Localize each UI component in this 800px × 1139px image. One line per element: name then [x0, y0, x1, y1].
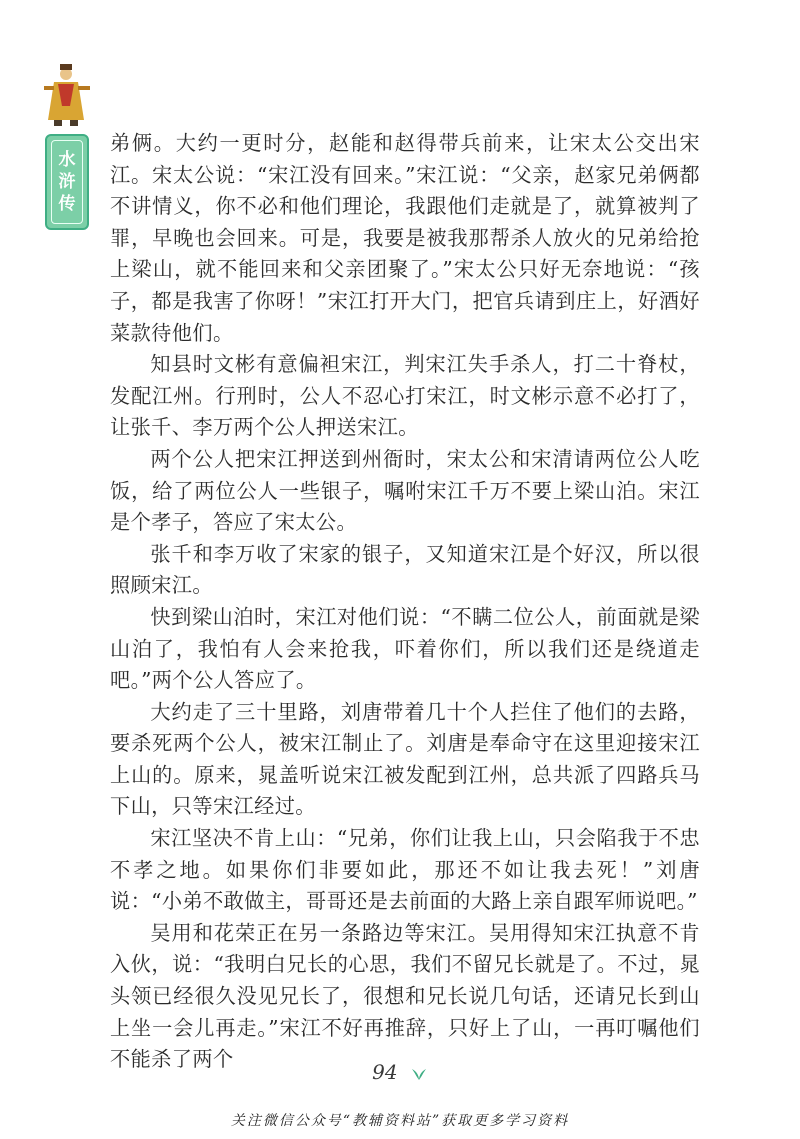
paragraph-1: 弟俩。大约一更时分，赵能和赵得带兵前来，让宋太公交出宋江。宋太公说：“宋江没有回来。”宋江说：“父亲，赵家兄弟俩都不讲情义，你不必和他们理论，我跟他们走就是了，就算被判了罪，早晚也会回来。可是，我要是被我那帮杀人放火的兄弟给抢上梁山，就不能回来和父亲团聚了。”宋太公只好无奈地说：“孩子，都是我害了你呀！”宋江打开大门，把官兵请到庄上，好酒好菜款待他们。 — [110, 131, 700, 345]
page-number-area — [0, 1060, 800, 1086]
paragraph-6: 大约走了三十里路，刘唐带着几十个人拦住了他们的去路，要杀死两个公人，被宋江制止了。刘唐是奉命守在这里迎接宋江上山的。原来，晁盖听说宋江被发配到江州，总共派了四路兵马下山，只等宋江经过。 — [110, 699, 700, 819]
page-body — [110, 128, 700, 1076]
paragraph-3: 两个公人把宋江押送到州衙时，宋太公和宋清请两位公人吃饭，给了两位公人一些银子，嘱咐宋江千万不要上梁山泊。宋江是个孝子，答应了宋太公。 — [110, 446, 700, 535]
leaf-icon — [410, 1062, 428, 1086]
paragraph-5: 快到梁山泊时，宋江对他们说：“不瞒二位公人，前面就是梁山泊了，我怕有人会来抢我，吓着你们，所以我们还是绕道走吧。”两个公人答应了。 — [110, 604, 700, 693]
book-title-tab — [45, 134, 89, 230]
paragraph-4: 张千和李万收了宋家的银子，又知道宋江是个好汉，所以很照顾宋江。 — [110, 541, 700, 598]
footer-notice: 关注微信公众号“教辅资料站”获取更多学习资料 — [230, 1113, 570, 1129]
page-number: 94 — [372, 1060, 398, 1084]
paragraph-8: 吴用和花荣正在另一条路边等宋江。吴用得知宋江执意不肯入伙，说：“我明白兄长的心思，我们不留兄长就是了。不过，晁头领已经很久没见兄长了，很想和兄长说几句话，还请兄长到山上坐一会儿再走。”宋江不好再推辞，只好上了山，一再叮嘱他们不能杀了两个 — [110, 920, 700, 1072]
book-title-tab-inner — [51, 140, 83, 224]
book-title-char-2: 浒 — [58, 172, 76, 192]
book-title-char-1: 水 — [58, 150, 76, 170]
book-illustration-figure — [40, 62, 92, 128]
book-title-char-3: 传 — [58, 194, 76, 214]
paragraph-2: 知县时文彬有意偏袒宋江，判宋江失手杀人，打二十脊杖，发配江州。行刑时，公人不忍心打宋江，时文彬示意不必打了，让张千、李万两个公人押送宋江。 — [110, 352, 700, 440]
paragraph-7: 宋江坚决不肯上山：“兄弟，你们让我上山，只会陷我于不忠不孝之地。如果你们非要如此，那还不如让我去死！”刘唐说：“小弟不敢做主，哥哥还是去前面的大路上亲自跟军师说吧。” — [110, 826, 700, 914]
